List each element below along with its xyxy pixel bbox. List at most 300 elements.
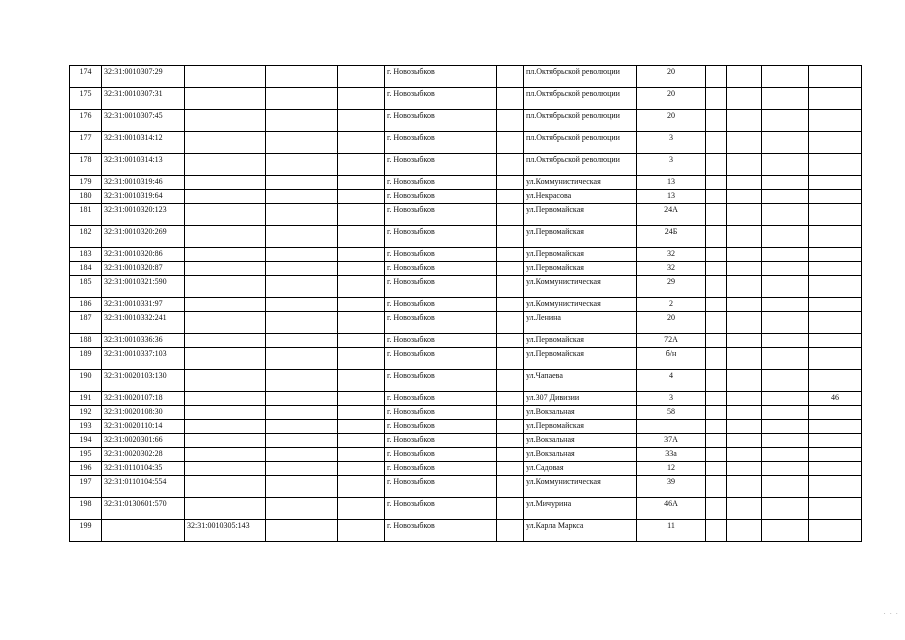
empty-cell: [727, 448, 762, 462]
cadastral-number: 32:31:0020302:28: [102, 448, 185, 462]
city-name: г. Новозыбков: [385, 132, 497, 154]
empty-cell: [727, 176, 762, 190]
street-name: ул.Первомайская: [524, 262, 637, 276]
empty-cell: [706, 406, 727, 420]
empty-cell: [727, 110, 762, 132]
row-number: 186: [70, 298, 102, 312]
empty-cell: [706, 476, 727, 498]
empty-cell: [727, 66, 762, 88]
house-number: 58: [637, 406, 706, 420]
table-row: [70, 392, 862, 406]
extra-value: [809, 348, 862, 370]
empty-cell: [706, 448, 727, 462]
empty-cell: [762, 406, 809, 420]
empty-cell: [338, 406, 385, 420]
city-name: г. Новозыбков: [385, 348, 497, 370]
street-name: ул.Коммунистическая: [524, 298, 637, 312]
empty-cell: [706, 348, 727, 370]
empty-cell: [727, 262, 762, 276]
extra-value: [809, 88, 862, 110]
cadastral-number: 32:31:0020108:30: [102, 406, 185, 420]
empty-cell: [706, 298, 727, 312]
cadastral-number: 32:31:0010307:45: [102, 110, 185, 132]
empty-cell: [762, 132, 809, 154]
empty-cell: [266, 132, 338, 154]
cadastral-number-alt: [185, 448, 266, 462]
city-name: г. Новозыбков: [385, 276, 497, 298]
city-name: г. Новозыбков: [385, 476, 497, 498]
street-name: пл.Октябрьской революции: [524, 66, 637, 88]
table-row: [70, 520, 862, 542]
house-number: 32: [637, 262, 706, 276]
table-row: [70, 154, 862, 176]
table-row: [70, 298, 862, 312]
empty-cell: [727, 312, 762, 334]
empty-cell: [266, 176, 338, 190]
empty-cell: [266, 204, 338, 226]
street-name: ул.Первомайская: [524, 348, 637, 370]
street-name: ул.Первомайская: [524, 334, 637, 348]
cadastral-number: 32:31:0010336:36: [102, 334, 185, 348]
empty-cell: [497, 248, 524, 262]
table-row: [70, 348, 862, 370]
street-name: ул.Первомайская: [524, 204, 637, 226]
house-number: 24Б: [637, 226, 706, 248]
house-number: 3: [637, 132, 706, 154]
extra-value: [809, 132, 862, 154]
cadastral-number: 32:31:0010332:241: [102, 312, 185, 334]
empty-cell: [497, 420, 524, 434]
house-number: 72А: [637, 334, 706, 348]
cadastral-number: 32:31:0010337:103: [102, 348, 185, 370]
empty-cell: [762, 276, 809, 298]
registry-table: [69, 65, 862, 542]
empty-cell: [266, 248, 338, 262]
table-row: [70, 334, 862, 348]
empty-cell: [762, 190, 809, 204]
cadastral-number-alt: [185, 132, 266, 154]
cadastral-number-alt: [185, 88, 266, 110]
empty-cell: [266, 312, 338, 334]
row-number: 179: [70, 176, 102, 190]
street-name: ул.Вокзальная: [524, 448, 637, 462]
house-number: 2: [637, 298, 706, 312]
empty-cell: [727, 520, 762, 542]
row-number: 193: [70, 420, 102, 434]
table-row: [70, 226, 862, 248]
city-name: г. Новозыбков: [385, 190, 497, 204]
empty-cell: [497, 462, 524, 476]
empty-cell: [338, 88, 385, 110]
cadastral-number-alt: [185, 110, 266, 132]
city-name: г. Новозыбков: [385, 262, 497, 276]
empty-cell: [266, 154, 338, 176]
row-number: 175: [70, 88, 102, 110]
empty-cell: [727, 298, 762, 312]
cadastral-number-alt: 32:31:0010305:143: [185, 520, 266, 542]
empty-cell: [266, 420, 338, 434]
extra-value: [809, 334, 862, 348]
row-number: 195: [70, 448, 102, 462]
cadastral-number: 32:31:0010320:123: [102, 204, 185, 226]
empty-cell: [706, 66, 727, 88]
street-name: ул.Коммунистическая: [524, 276, 637, 298]
house-number: 46А: [637, 498, 706, 520]
house-number: 33а: [637, 448, 706, 462]
cadastral-number: 32:31:0010320:87: [102, 262, 185, 276]
table-row: [70, 370, 862, 392]
empty-cell: [338, 204, 385, 226]
empty-cell: [497, 406, 524, 420]
city-name: г. Новозыбков: [385, 462, 497, 476]
cadastral-number: 32:31:0010331:97: [102, 298, 185, 312]
empty-cell: [727, 392, 762, 406]
empty-cell: [762, 226, 809, 248]
empty-cell: [762, 520, 809, 542]
extra-value: [809, 498, 862, 520]
cadastral-number: 32:31:0010307:31: [102, 88, 185, 110]
empty-cell: [266, 110, 338, 132]
cadastral-number: 32:31:0010320:86: [102, 248, 185, 262]
city-name: г. Новозыбков: [385, 434, 497, 448]
cadastral-number: 32:31:0020103:130: [102, 370, 185, 392]
empty-cell: [338, 298, 385, 312]
cadastral-number-alt: [185, 348, 266, 370]
house-number: 13: [637, 190, 706, 204]
registry-table-body: [70, 66, 862, 542]
table-row: [70, 476, 862, 498]
empty-cell: [762, 462, 809, 476]
street-name: пл.Октябрьской революции: [524, 88, 637, 110]
empty-cell: [338, 348, 385, 370]
street-name: ул.Вокзальная: [524, 434, 637, 448]
cadastral-number: 32:31:0010314:13: [102, 154, 185, 176]
empty-cell: [762, 248, 809, 262]
empty-cell: [497, 298, 524, 312]
table-row: [70, 434, 862, 448]
empty-cell: [727, 476, 762, 498]
empty-cell: [497, 204, 524, 226]
street-name: ул.Садовая: [524, 462, 637, 476]
extra-value: [809, 276, 862, 298]
empty-cell: [497, 226, 524, 248]
street-name: пл.Октябрьской революции: [524, 132, 637, 154]
cadastral-number-alt: [185, 476, 266, 498]
extra-value: [809, 66, 862, 88]
row-number: 174: [70, 66, 102, 88]
empty-cell: [266, 392, 338, 406]
city-name: г. Новозыбков: [385, 226, 497, 248]
extra-value: [809, 434, 862, 448]
extra-value: [809, 476, 862, 498]
page-corner-mark: · · ·: [883, 610, 899, 618]
city-name: г. Новозыбков: [385, 110, 497, 132]
empty-cell: [338, 66, 385, 88]
cadastral-number: 32:31:0010319:64: [102, 190, 185, 204]
empty-cell: [727, 248, 762, 262]
extra-value: [809, 520, 862, 542]
table-row: [70, 66, 862, 88]
cadastral-number: 32:31:0010320:269: [102, 226, 185, 248]
row-number: 176: [70, 110, 102, 132]
street-name: ул.Карла Маркса: [524, 520, 637, 542]
city-name: г. Новозыбков: [385, 334, 497, 348]
row-number: 180: [70, 190, 102, 204]
table-row: [70, 262, 862, 276]
empty-cell: [338, 132, 385, 154]
street-name: ул.Первомайская: [524, 226, 637, 248]
empty-cell: [338, 392, 385, 406]
street-name: ул.Мичурина: [524, 498, 637, 520]
empty-cell: [338, 520, 385, 542]
empty-cell: [762, 262, 809, 276]
empty-cell: [338, 448, 385, 462]
empty-cell: [762, 176, 809, 190]
street-name: ул.Некрасова: [524, 190, 637, 204]
empty-cell: [338, 248, 385, 262]
row-number: 177: [70, 132, 102, 154]
empty-cell: [762, 88, 809, 110]
empty-cell: [727, 132, 762, 154]
city-name: г. Новозыбков: [385, 176, 497, 190]
cadastral-number: 32:31:0010314:12: [102, 132, 185, 154]
empty-cell: [338, 462, 385, 476]
empty-cell: [762, 334, 809, 348]
cadastral-number-alt: [185, 298, 266, 312]
extra-value: [809, 312, 862, 334]
table-row: [70, 276, 862, 298]
empty-cell: [338, 434, 385, 448]
city-name: г. Новозыбков: [385, 88, 497, 110]
city-name: г. Новозыбков: [385, 406, 497, 420]
cadastral-number-alt: [185, 66, 266, 88]
extra-value: [809, 406, 862, 420]
empty-cell: [762, 312, 809, 334]
house-number: 11: [637, 520, 706, 542]
city-name: г. Новозыбков: [385, 520, 497, 542]
empty-cell: [727, 88, 762, 110]
cadastral-number: 32:31:0020301:66: [102, 434, 185, 448]
empty-cell: [497, 110, 524, 132]
extra-value: 46: [809, 392, 862, 406]
cadastral-number: 32:31:0110104:35: [102, 462, 185, 476]
cadastral-number: 32:31:0020107:18: [102, 392, 185, 406]
house-number: 4: [637, 370, 706, 392]
empty-cell: [266, 66, 338, 88]
extra-value: [809, 226, 862, 248]
row-number: 178: [70, 154, 102, 176]
city-name: г. Новозыбков: [385, 154, 497, 176]
street-name: ул.Чапаева: [524, 370, 637, 392]
house-number: 13: [637, 176, 706, 190]
row-number: 185: [70, 276, 102, 298]
city-name: г. Новозыбков: [385, 204, 497, 226]
empty-cell: [497, 176, 524, 190]
row-number: 189: [70, 348, 102, 370]
empty-cell: [727, 226, 762, 248]
cadastral-number: 32:31:0010321:590: [102, 276, 185, 298]
empty-cell: [338, 154, 385, 176]
house-number: 29: [637, 276, 706, 298]
table-row: [70, 420, 862, 434]
house-number: 20: [637, 110, 706, 132]
empty-cell: [706, 154, 727, 176]
cadastral-number-alt: [185, 262, 266, 276]
row-number: 181: [70, 204, 102, 226]
empty-cell: [266, 520, 338, 542]
empty-cell: [706, 462, 727, 476]
cadastral-number-alt: [185, 312, 266, 334]
row-number: 190: [70, 370, 102, 392]
empty-cell: [497, 448, 524, 462]
extra-value: [809, 448, 862, 462]
extra-value: [809, 204, 862, 226]
cadastral-number-alt: [185, 370, 266, 392]
empty-cell: [727, 190, 762, 204]
empty-cell: [338, 176, 385, 190]
extra-value: [809, 110, 862, 132]
house-number: 20: [637, 66, 706, 88]
empty-cell: [727, 420, 762, 434]
empty-cell: [706, 262, 727, 276]
row-number: 182: [70, 226, 102, 248]
empty-cell: [706, 370, 727, 392]
house-number: 39: [637, 476, 706, 498]
row-number: 194: [70, 434, 102, 448]
empty-cell: [762, 348, 809, 370]
table-row: [70, 312, 862, 334]
empty-cell: [706, 88, 727, 110]
empty-cell: [727, 154, 762, 176]
table-row: [70, 248, 862, 262]
street-name: ул.Коммунистическая: [524, 476, 637, 498]
empty-cell: [497, 312, 524, 334]
extra-value: [809, 298, 862, 312]
empty-cell: [497, 370, 524, 392]
extra-value: [809, 154, 862, 176]
empty-cell: [338, 476, 385, 498]
table-row: [70, 498, 862, 520]
empty-cell: [762, 392, 809, 406]
empty-cell: [266, 226, 338, 248]
empty-cell: [706, 420, 727, 434]
table-row: [70, 204, 862, 226]
empty-cell: [266, 276, 338, 298]
house-number: 3: [637, 154, 706, 176]
empty-cell: [338, 110, 385, 132]
table-row: [70, 448, 862, 462]
table-row: [70, 88, 862, 110]
empty-cell: [762, 434, 809, 448]
cadastral-number-alt: [185, 498, 266, 520]
row-number: 199: [70, 520, 102, 542]
empty-cell: [706, 434, 727, 448]
cadastral-number-alt: [185, 248, 266, 262]
row-number: 183: [70, 248, 102, 262]
cadastral-number-alt: [185, 462, 266, 476]
house-number: б/н: [637, 348, 706, 370]
empty-cell: [338, 262, 385, 276]
row-number: 187: [70, 312, 102, 334]
empty-cell: [266, 462, 338, 476]
extra-value: [809, 262, 862, 276]
empty-cell: [727, 370, 762, 392]
empty-cell: [266, 348, 338, 370]
cadastral-number-alt: [185, 154, 266, 176]
cadastral-number: 32:31:0010307:29: [102, 66, 185, 88]
empty-cell: [497, 132, 524, 154]
empty-cell: [266, 498, 338, 520]
empty-cell: [266, 448, 338, 462]
empty-cell: [762, 66, 809, 88]
empty-cell: [706, 498, 727, 520]
empty-cell: [762, 420, 809, 434]
city-name: г. Новозыбков: [385, 498, 497, 520]
empty-cell: [706, 520, 727, 542]
street-name: ул.307 Дивизии: [524, 392, 637, 406]
city-name: г. Новозыбков: [385, 420, 497, 434]
empty-cell: [497, 190, 524, 204]
empty-cell: [706, 226, 727, 248]
house-number: [637, 420, 706, 434]
city-name: г. Новозыбков: [385, 298, 497, 312]
empty-cell: [497, 348, 524, 370]
table-row: [70, 110, 862, 132]
cadastral-number: 32:31:0010319:46: [102, 176, 185, 190]
cadastral-number-alt: [185, 434, 266, 448]
empty-cell: [727, 406, 762, 420]
table-row: [70, 190, 862, 204]
empty-cell: [706, 110, 727, 132]
table-row: [70, 176, 862, 190]
empty-cell: [497, 334, 524, 348]
row-number: 197: [70, 476, 102, 498]
empty-cell: [338, 498, 385, 520]
empty-cell: [706, 334, 727, 348]
empty-cell: [727, 334, 762, 348]
empty-cell: [497, 434, 524, 448]
empty-cell: [266, 476, 338, 498]
street-name: ул.Первомайская: [524, 420, 637, 434]
empty-cell: [706, 392, 727, 406]
house-number: 12: [637, 462, 706, 476]
cadastral-number-alt: [185, 204, 266, 226]
empty-cell: [727, 276, 762, 298]
empty-cell: [338, 334, 385, 348]
empty-cell: [706, 176, 727, 190]
empty-cell: [706, 132, 727, 154]
cadastral-number-alt: [185, 190, 266, 204]
house-number: 20: [637, 312, 706, 334]
extra-value: [809, 370, 862, 392]
row-number: 188: [70, 334, 102, 348]
house-number: 3: [637, 392, 706, 406]
city-name: г. Новозыбков: [385, 370, 497, 392]
cadastral-number-alt: [185, 226, 266, 248]
empty-cell: [497, 262, 524, 276]
empty-cell: [762, 154, 809, 176]
extra-value: [809, 462, 862, 476]
empty-cell: [266, 334, 338, 348]
empty-cell: [497, 66, 524, 88]
empty-cell: [266, 262, 338, 276]
empty-cell: [706, 248, 727, 262]
house-number: 20: [637, 88, 706, 110]
cadastral-number-alt: [185, 334, 266, 348]
empty-cell: [338, 370, 385, 392]
empty-cell: [706, 190, 727, 204]
extra-value: [809, 248, 862, 262]
